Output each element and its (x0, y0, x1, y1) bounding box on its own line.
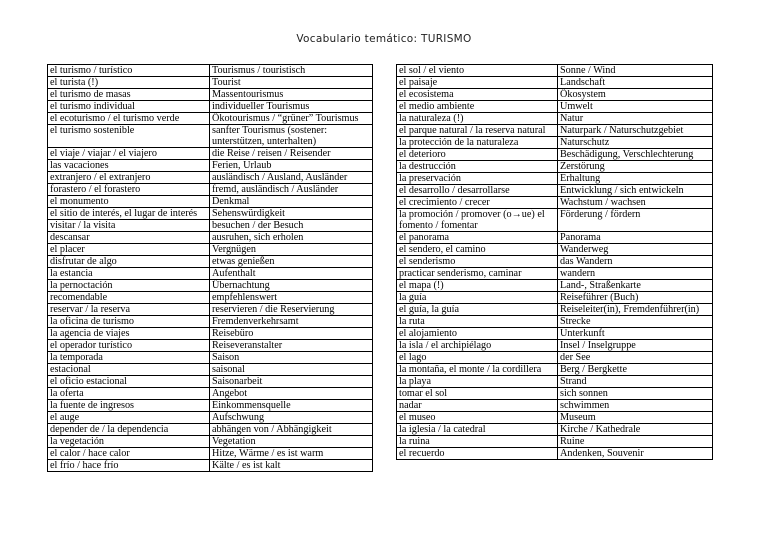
table-row (397, 209, 713, 232)
spanish-term: el ecoturismo / el turismo verde (48, 113, 210, 125)
spanish-term: la destrucción (397, 161, 558, 173)
spanish-term: la playa (397, 376, 558, 388)
table-row (48, 196, 373, 208)
table-row (48, 256, 373, 268)
table-row (48, 220, 373, 232)
spanish-term: la estancia (48, 268, 210, 280)
german-translation: Massentourismus (210, 89, 373, 101)
table-row (48, 160, 373, 172)
german-translation: fremd, ausländisch / Ausländer (210, 184, 373, 196)
spanish-term: descansar (48, 232, 210, 244)
german-translation: der See (558, 352, 713, 364)
german-translation: Landschaft (558, 77, 713, 89)
spanish-term: el sitio de interés, el lugar de interés (48, 208, 210, 220)
table-row (48, 113, 373, 125)
table-row (48, 460, 373, 472)
german-translation: schwimmen (558, 400, 713, 412)
table-row (397, 125, 713, 137)
table-row (48, 280, 373, 292)
german-translation: abhängen von / Abhängigkeit (210, 424, 373, 436)
spanish-term: el recuerdo (397, 448, 558, 460)
table-row (48, 340, 373, 352)
table-row (48, 148, 373, 160)
spanish-term: el operador turístico (48, 340, 210, 352)
spanish-term: el frío / hace frío (48, 460, 210, 472)
table-row (397, 268, 713, 280)
table-row (48, 65, 373, 77)
table-row (48, 376, 373, 388)
spanish-term: las vacaciones (48, 160, 210, 172)
german-translation: Sonne / Wind (558, 65, 713, 77)
table-row (397, 400, 713, 412)
table-row (397, 328, 713, 340)
table-row (48, 184, 373, 196)
german-translation: Einkommensquelle (210, 400, 373, 412)
spanish-term: la montaña, el monte / la cordillera (397, 364, 558, 376)
spanish-term: el calor / hace calor (48, 448, 210, 460)
german-translation: Ökotourismus / “grüner” Tourismus (210, 113, 373, 125)
spanish-term: la temporada (48, 352, 210, 364)
table-row (48, 208, 373, 220)
german-translation: Hitze, Wärme / es ist warm (210, 448, 373, 460)
german-translation: Strand (558, 376, 713, 388)
table-row (48, 244, 373, 256)
table-row (397, 340, 713, 352)
vocab-table-right (396, 64, 713, 460)
table-row (48, 316, 373, 328)
german-translation: sich sonnen (558, 388, 713, 400)
german-translation: Förderung / fördern (558, 209, 713, 232)
german-translation: Entwicklung / sich entwickeln (558, 185, 713, 197)
german-translation: Saisonarbeit (210, 376, 373, 388)
german-translation: Strecke (558, 316, 713, 328)
german-translation: Andenken, Souvenir (558, 448, 713, 460)
spanish-term: estacional (48, 364, 210, 376)
spanish-term: la agencia de viajes (48, 328, 210, 340)
table-row (48, 400, 373, 412)
german-translation: Kirche / Kathedrale (558, 424, 713, 436)
spanish-term: el sendero, el camino (397, 244, 558, 256)
spanish-term: el panorama (397, 232, 558, 244)
german-translation: Tourismus / touristisch (210, 65, 373, 77)
spanish-term: el museo (397, 412, 558, 424)
german-translation: die Reise / reisen / Reisender (210, 148, 373, 160)
spanish-term: el lago (397, 352, 558, 364)
german-translation: empfehlenswert (210, 292, 373, 304)
table-row (397, 173, 713, 185)
table-row (397, 101, 713, 113)
table-row (397, 364, 713, 376)
table-row (48, 77, 373, 89)
german-translation: Denkmal (210, 196, 373, 208)
german-translation: Ferien, Urlaub (210, 160, 373, 172)
german-translation: etwas genießen (210, 256, 373, 268)
table-row (397, 256, 713, 268)
spanish-term: visitar / la visita (48, 220, 210, 232)
german-translation: ausruhen, sich erholen (210, 232, 373, 244)
german-translation: Naturschutz (558, 137, 713, 149)
table-row (48, 424, 373, 436)
spanish-term: el turismo individual (48, 101, 210, 113)
spanish-term: la vegetación (48, 436, 210, 448)
table-row (48, 125, 373, 148)
spanish-term: extranjero / el extranjero (48, 172, 210, 184)
table-row (48, 304, 373, 316)
spanish-term: el senderismo (397, 256, 558, 268)
german-translation: Zerstörung (558, 161, 713, 173)
german-translation: Natur (558, 113, 713, 125)
german-translation: Umwelt (558, 101, 713, 113)
german-translation: Ökosystem (558, 89, 713, 101)
spanish-term: la oficina de turismo (48, 316, 210, 328)
german-translation: Ruine (558, 436, 713, 448)
german-translation: wandern (558, 268, 713, 280)
german-translation: Kälte / es ist kalt (210, 460, 373, 472)
german-translation: Museum (558, 412, 713, 424)
spanish-term: el medio ambiente (397, 101, 558, 113)
table-row (48, 101, 373, 113)
spanish-term: la preservación (397, 173, 558, 185)
table-row (397, 436, 713, 448)
spanish-term: el alojamiento (397, 328, 558, 340)
spanish-term: el oficio estacional (48, 376, 210, 388)
table-row (48, 412, 373, 424)
spanish-term: el guía, la guía (397, 304, 558, 316)
german-translation: saisonal (210, 364, 373, 376)
german-translation: Angebot (210, 388, 373, 400)
spanish-term: el crecimiento / crecer (397, 197, 558, 209)
table-row (397, 197, 713, 209)
spanish-term: forastero / el forastero (48, 184, 210, 196)
german-translation: ausländisch / Ausland, Ausländer (210, 172, 373, 184)
spanish-term: la fuente de ingresos (48, 400, 210, 412)
spanish-term: la guía (397, 292, 558, 304)
spanish-term: la oferta (48, 388, 210, 400)
table-row (397, 448, 713, 460)
spanish-term: la isla / el archipiélago (397, 340, 558, 352)
spanish-term: el deterioro (397, 149, 558, 161)
german-translation: das Wandern (558, 256, 713, 268)
table-row (48, 436, 373, 448)
table-row (397, 424, 713, 436)
spanish-term: la promoción / promover (o→ue) el fomento / fomentar (397, 209, 558, 232)
german-translation: Vergnügen (210, 244, 373, 256)
table-row (397, 161, 713, 173)
spanish-term: tomar el sol (397, 388, 558, 400)
table-row (397, 65, 713, 77)
table-row (397, 388, 713, 400)
spanish-term: recomendable (48, 292, 210, 304)
german-translation: Fremdenverkehrsamt (210, 316, 373, 328)
german-translation: Saison (210, 352, 373, 364)
spanish-term: el turista (!) (48, 77, 210, 89)
spanish-term: el monumento (48, 196, 210, 208)
table-row (397, 316, 713, 328)
table-row (397, 244, 713, 256)
spanish-term: la pernoctación (48, 280, 210, 292)
german-translation: Reiseführer (Buch) (558, 292, 713, 304)
german-translation: individueller Tourismus (210, 101, 373, 113)
spanish-term: el auge (48, 412, 210, 424)
table-row (397, 89, 713, 101)
spanish-term: el ecosistema (397, 89, 558, 101)
german-translation: Sehenswürdigkeit (210, 208, 373, 220)
table-row (397, 149, 713, 161)
spanish-term: el turismo sostenible (48, 125, 210, 148)
german-translation: Aufenthalt (210, 268, 373, 280)
table-row (397, 185, 713, 197)
german-translation: Reiseleiter(in), Fremdenführer(in) (558, 304, 713, 316)
table-row (397, 77, 713, 89)
table-row (48, 232, 373, 244)
table-row (397, 304, 713, 316)
table-row (48, 172, 373, 184)
spanish-term: disfrutar de algo (48, 256, 210, 268)
spanish-term: el placer (48, 244, 210, 256)
spanish-term: la naturaleza (!) (397, 113, 558, 125)
german-translation: Aufschwung (210, 412, 373, 424)
german-translation: Vegetation (210, 436, 373, 448)
table-row (48, 388, 373, 400)
german-translation: Land-, Straßenkarte (558, 280, 713, 292)
table-row (397, 280, 713, 292)
spanish-term: reservar / la reserva (48, 304, 210, 316)
german-translation: Unterkunft (558, 328, 713, 340)
table-row (48, 292, 373, 304)
spanish-term: el parque natural / la reserva natural (397, 125, 558, 137)
spanish-term: el sol / el viento (397, 65, 558, 77)
german-translation: Reisebüro (210, 328, 373, 340)
table-row (48, 89, 373, 101)
german-translation: reservieren / die Reservierung (210, 304, 373, 316)
spanish-term: el mapa (!) (397, 280, 558, 292)
german-translation: besuchen / der Besuch (210, 220, 373, 232)
page-title: Vocabulario temático: TURISMO (296, 33, 472, 45)
german-translation: Insel / Inselgruppe (558, 340, 713, 352)
german-translation: Erhaltung (558, 173, 713, 185)
german-translation: Wanderweg (558, 244, 713, 256)
spanish-term: el turismo de masas (48, 89, 210, 101)
spanish-term: depender de / la dependencia (48, 424, 210, 436)
table-row (397, 412, 713, 424)
german-translation: Berg / Bergkette (558, 364, 713, 376)
spanish-term: el desarrollo / desarrollarse (397, 185, 558, 197)
german-translation: Panorama (558, 232, 713, 244)
german-translation: Tourist (210, 77, 373, 89)
spanish-term: el paisaje (397, 77, 558, 89)
spanish-term: la protección de la naturaleza (397, 137, 558, 149)
spanish-term: la ruta (397, 316, 558, 328)
table-row (48, 352, 373, 364)
german-translation: sanfter Tourismus (sostener: unterstützen, unterhalten) (210, 125, 373, 148)
spanish-term: la ruina (397, 436, 558, 448)
table-row (397, 376, 713, 388)
german-translation: Wachstum / wachsen (558, 197, 713, 209)
spanish-term: nadar (397, 400, 558, 412)
german-translation: Übernachtung (210, 280, 373, 292)
spanish-term: practicar senderismo, caminar (397, 268, 558, 280)
table-row (397, 113, 713, 125)
spanish-term: el viaje / viajar / el viajero (48, 148, 210, 160)
german-translation: Reiseveranstalter (210, 340, 373, 352)
table-row (48, 448, 373, 460)
spanish-term: el turismo / turístico (48, 65, 210, 77)
table-row (48, 364, 373, 376)
table-row (48, 328, 373, 340)
spanish-term: la iglesia / la catedral (397, 424, 558, 436)
german-translation: Beschädigung, Verschlechterung (558, 149, 713, 161)
vocab-table-left (47, 64, 373, 472)
table-row (48, 268, 373, 280)
german-translation: Naturpark / Naturschutzgebiet (558, 125, 713, 137)
table-row (397, 292, 713, 304)
table-row (397, 352, 713, 364)
table-row (397, 232, 713, 244)
table-row (397, 137, 713, 149)
